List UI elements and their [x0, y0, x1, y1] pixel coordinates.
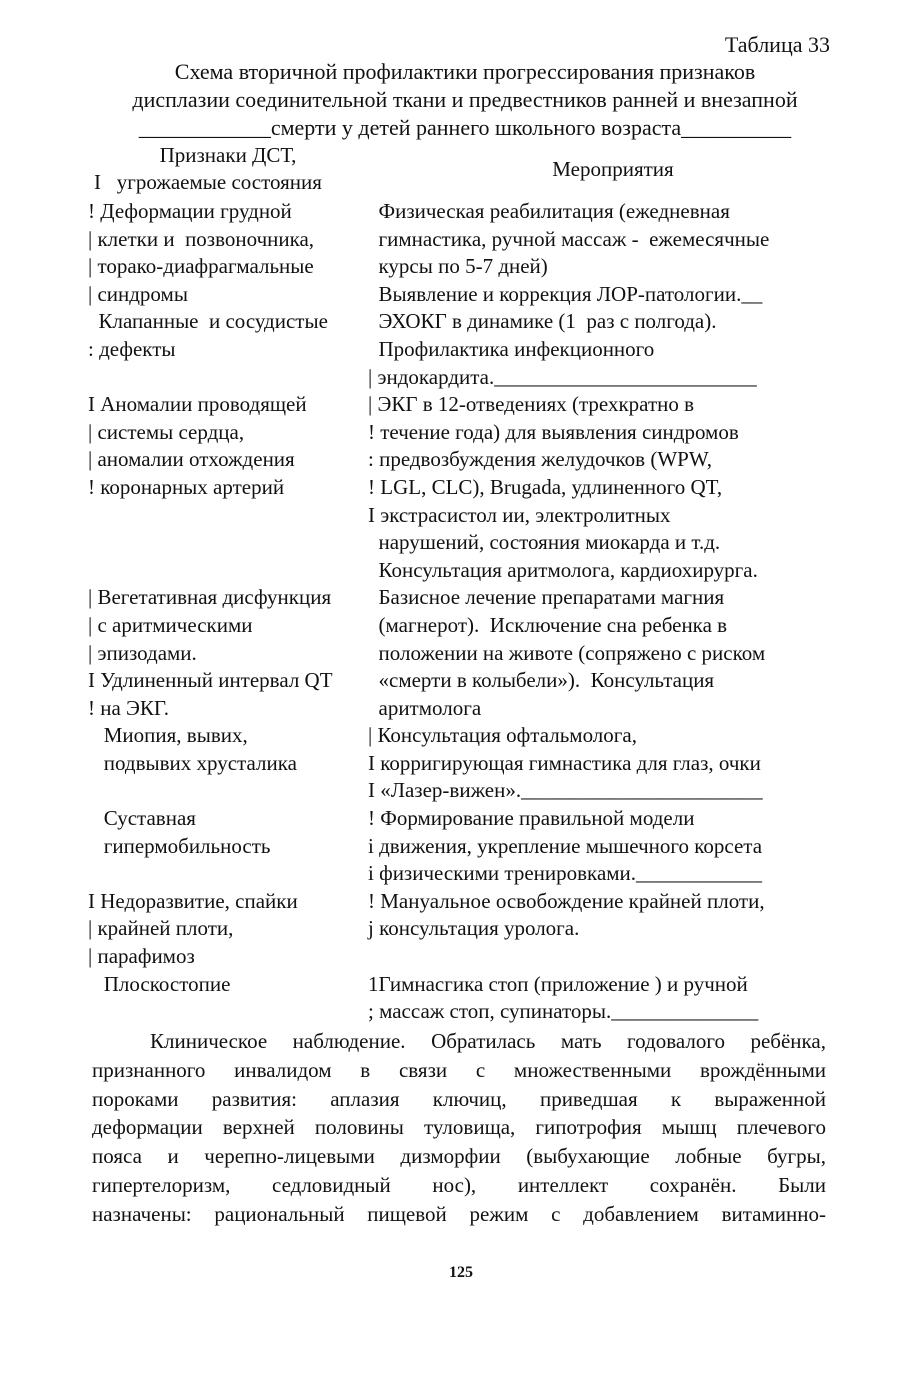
cell-line: Консультация аритмолога, кардиохирурга.: [368, 557, 758, 582]
cell-line: ! Деформации грудной: [88, 199, 292, 223]
cell-line: I Недоразвитие, спайки: [88, 888, 298, 913]
cell-line: «смерти в колыбели»). Консультация: [368, 668, 715, 693]
table-row: [88, 391, 838, 584]
cell-sign: [88, 584, 368, 722]
cell-line: Базисное лечение препаратами магния: [368, 585, 725, 610]
paragraph-line: признанного инвалидом в связи с множественными врождёнными: [92, 1057, 826, 1082]
cell-line: [88, 364, 368, 392]
cell-line: | аномалии отхождения: [88, 447, 295, 472]
paragraph-line: деформации верхней половины туловища, гипотрофия мышц плечевого: [92, 1115, 826, 1140]
cell-line: Профилактика инфекционного: [368, 336, 655, 361]
cell-line: ! Мануальное освобождение крайней плоти,: [368, 888, 765, 913]
cell-line: ; массаж стоп, супинаторы.______________: [368, 999, 759, 1024]
cell-measures: [368, 722, 838, 805]
table-title: [90, 58, 840, 142]
cell-measures: [368, 971, 838, 1026]
cell-line: | с аритмическими: [88, 612, 253, 637]
cell-line: | торако-диафрагмальные: [88, 254, 314, 279]
cell-line: | Консультация офтальмолога,: [368, 723, 637, 748]
cell-measures: [368, 584, 838, 722]
cell-line: Физическая реабилитация (ежедневная: [368, 199, 730, 223]
cell-line: I «Лазер-вижен»._______________________: [368, 778, 763, 803]
table-header: [88, 142, 838, 198]
cell-line: [88, 557, 368, 585]
cell-line: [368, 943, 838, 971]
cell-line: [88, 502, 368, 530]
cell-line: гипермобильность: [88, 833, 271, 858]
cell-line: Выявление и коррекция ЛОР-патологии.__: [368, 281, 763, 306]
cell-sign: [88, 888, 368, 971]
cell-line: аритмолога: [368, 695, 482, 720]
table-body: [88, 198, 838, 1026]
cell-line: | ЭКГ в 12-отведениях (трехкратно в: [368, 392, 695, 417]
cell-line: ! LGL, CLC), Brugada, удлиненного QT,: [368, 474, 723, 499]
table-row: [88, 971, 838, 1026]
table-number: Таблица 33: [724, 32, 830, 57]
cell-line: і физическими тренировками.____________: [368, 861, 763, 886]
cell-sign: [88, 805, 368, 888]
prevention-table: [88, 142, 838, 1026]
table-row: [88, 584, 838, 722]
cell-sign: [88, 971, 368, 1026]
table-row: [88, 888, 838, 971]
cell-line: 1Гимнасгика стоп (приложение ) и ручной: [368, 971, 748, 996]
paragraph-line: пороками развития: аплазия ключиц, приведшая к выраженной: [92, 1086, 826, 1111]
cell-line: подвывих хрусталика: [88, 750, 297, 775]
cell-measures: [368, 805, 838, 888]
cell-line: | Вегетативная дисфункция: [88, 585, 332, 610]
paragraph-line: пояса и черепно-лицевыми дизморфии (выбухающие лобные бугры,: [92, 1144, 826, 1169]
cell-line: | эпизодами.: [88, 640, 197, 665]
cell-line: : предвозбуждения желудочков (WPW,: [368, 447, 712, 472]
cell-line: | крайней плоти,: [88, 916, 234, 941]
cell-line: | эндокардита._________________________: [368, 364, 757, 389]
cell-line: : дефекты: [88, 336, 176, 361]
cell-line: ! Формирование правильной модели: [368, 806, 695, 831]
cell-line: положении на животе (сопряжено с риском: [368, 640, 766, 665]
header-left-line: I угрожаемые состояния: [94, 170, 322, 194]
cell-line: Суставная: [88, 806, 196, 831]
clinical-paragraph: [92, 1027, 826, 1229]
paragraph-line: Клиническое наблюдение. Обратилась мать годовалого ребёнка,: [150, 1029, 826, 1053]
cell-line: I Удлиненный интервал QT: [88, 668, 333, 693]
cell-line: гимнастика, ручной массаж - ежемесячные: [368, 226, 770, 251]
table-row: [88, 805, 838, 888]
cell-line: Клапанные и сосудистые: [88, 309, 328, 334]
paragraph-line: гипертелоризм, седловидный нос), интеллект сохранён. Были: [92, 1172, 826, 1197]
cell-line: Плоскостопие: [88, 971, 231, 996]
cell-line: [88, 529, 368, 557]
cell-line: ЭХОКГ в динамике (1 раз с полгода).: [368, 309, 717, 334]
cell-line: | парафимоз: [88, 944, 195, 969]
paragraph-line: назначены: рациональный пищевой режим с добавлением витаминно-: [92, 1201, 826, 1226]
page-number: 125: [449, 1264, 473, 1281]
cell-line: ! на ЭКГ.: [88, 695, 169, 720]
cell-measures: [368, 198, 838, 391]
table-row: [88, 198, 838, 391]
header-left-line: Признаки ДСТ,: [159, 143, 297, 167]
cell-line: ! течение года) для выявления синдромов: [368, 419, 739, 444]
cell-line: | клетки и позвоночника,: [88, 226, 315, 251]
cell-line: (магнерот). Исключение сна ребенка в: [368, 612, 728, 637]
cell-sign: [88, 198, 368, 391]
table-row: [88, 722, 838, 805]
cell-line: j консультация уролога.: [368, 916, 580, 941]
cell-line: I корригирующая гимнастика для глаз, очки: [368, 750, 761, 775]
title-line: ____________смерти у детей раннего школьного возраста__________: [138, 115, 792, 140]
cell-measures: [368, 391, 838, 584]
cell-line: I Аномалии проводящей: [88, 392, 307, 417]
cell-line: [88, 860, 368, 888]
cell-line: | синдромы: [88, 281, 188, 306]
cell-line: нарушений, состояния миокарда и т.д.: [368, 530, 721, 555]
cell-sign: [88, 391, 368, 584]
header-left: [88, 142, 368, 198]
cell-line: Миопия, вывих,: [88, 723, 248, 748]
cell-line: курсы по 5-7 дней): [368, 254, 548, 279]
cell-line: і движения, укрепление мышечного корсета: [368, 833, 763, 858]
cell-line: I экстрасистол ии, электролитных: [368, 502, 671, 527]
cell-measures: [368, 888, 838, 971]
cell-line: [88, 777, 368, 805]
cell-line: ! коронарных артерий: [88, 474, 285, 499]
cell-sign: [88, 722, 368, 805]
header-right: Мероприятия: [552, 157, 674, 182]
title-line: Схема вторичной профилактики прогрессирования признаков: [174, 59, 756, 84]
title-line: дисплазии соединительной ткани и предвестников ранней и внезапной: [132, 87, 798, 112]
cell-line: [88, 998, 368, 1026]
cell-line: | системы сердца,: [88, 419, 245, 444]
